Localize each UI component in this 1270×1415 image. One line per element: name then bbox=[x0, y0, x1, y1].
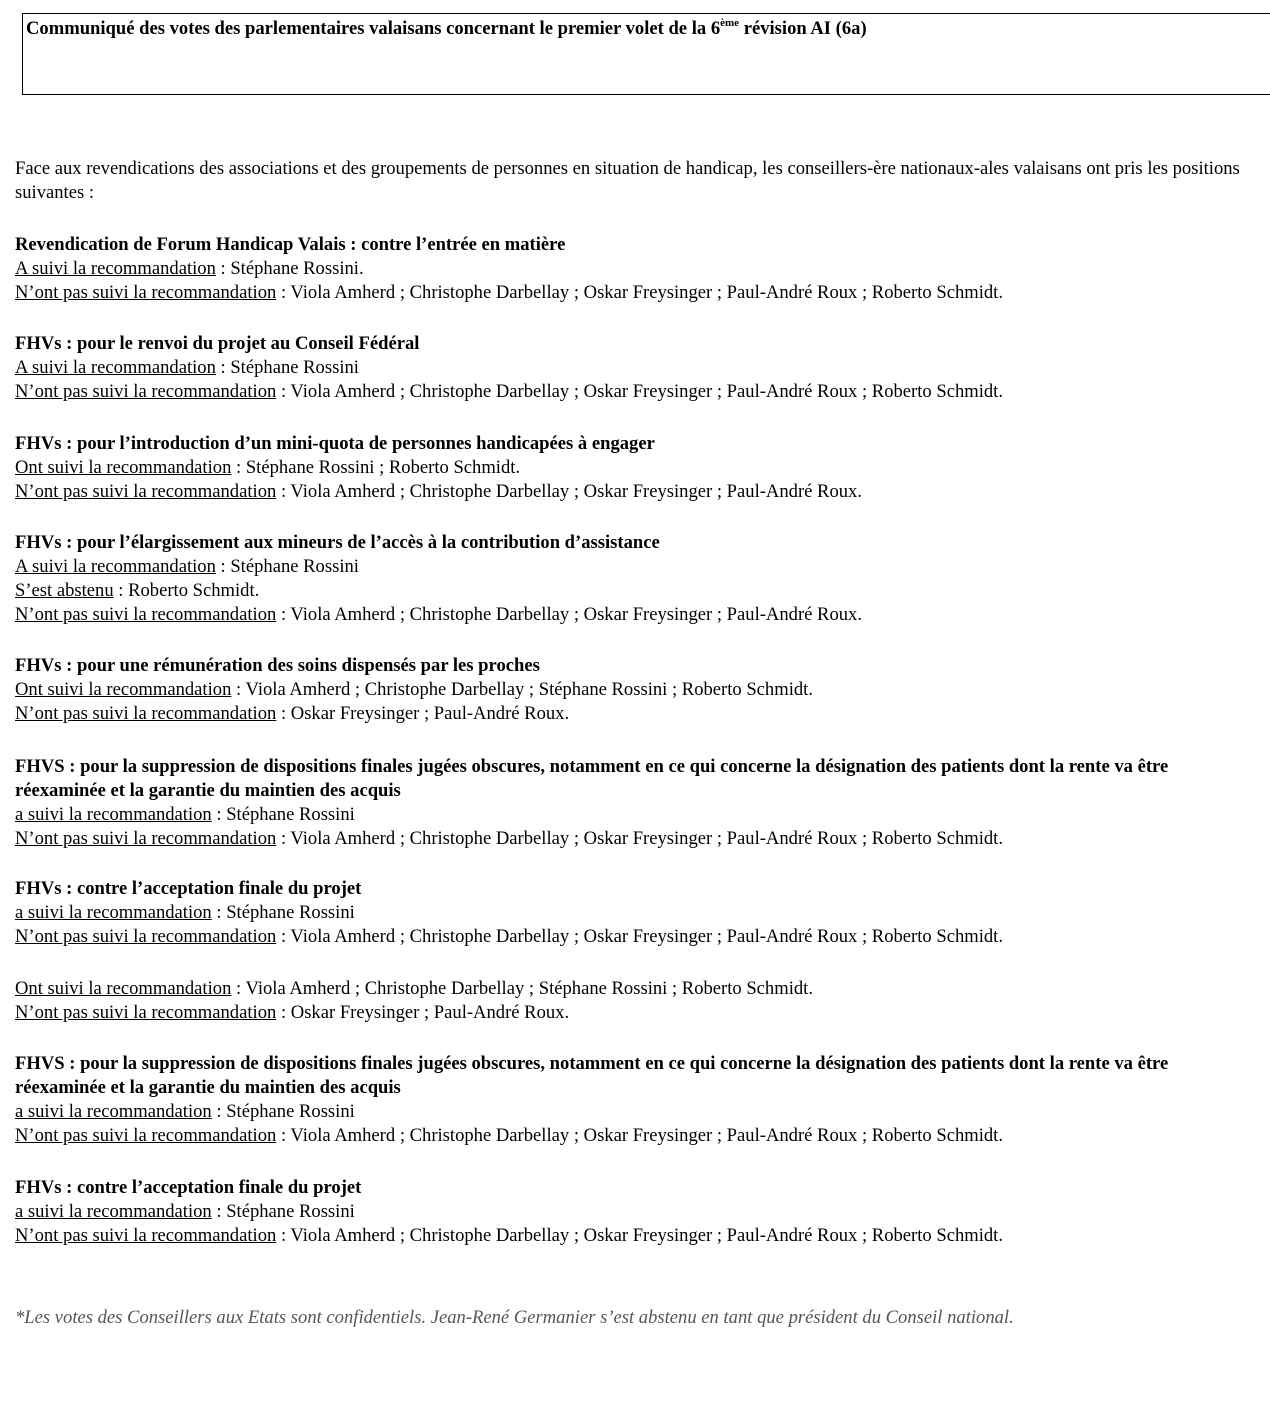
vote-lead: N’ont pas suivi la recommandation bbox=[15, 381, 277, 402]
document-title bbox=[26, 18, 867, 39]
vote-lead: Ont suivi la recommandation bbox=[15, 457, 232, 478]
vote-line bbox=[15, 977, 1260, 1001]
document-title-box bbox=[22, 13, 1270, 95]
vote-line bbox=[15, 603, 1260, 627]
vote-lead: a suivi la recommandation bbox=[15, 1101, 212, 1122]
vote-names: : Viola Amherd ; Christophe Darbellay ; Oskar Freysinger ; Paul-André Roux ; Roberto Schmidt. bbox=[276, 282, 1003, 303]
vote-line bbox=[15, 678, 1260, 702]
vote-line bbox=[15, 456, 1260, 480]
vote-lead: N’ont pas suivi la recommandation bbox=[15, 828, 277, 849]
intro-paragraph: Face aux revendications des associations et des groupements de personnes en situation de handicap, les conseillers-ère nationaux-ales valaisans ont pris les positions suivantes : bbox=[15, 158, 1240, 203]
vote-line bbox=[15, 257, 1260, 281]
vote-names: : Stéphane Rossini bbox=[211, 902, 355, 923]
vote-line bbox=[15, 1124, 1260, 1148]
vote-section bbox=[15, 1052, 1260, 1148]
vote-names: : Stéphane Rossini bbox=[211, 1201, 355, 1222]
vote-section bbox=[15, 654, 1260, 726]
vote-names: : Stéphane Rossini ; Roberto Schmidt. bbox=[231, 457, 521, 478]
section-heading: FHVS : pour la suppression de dispositions finales jugées obscures, notamment en ce qui concerne la désignation des patients dont la rente va être réexaminée et la garantie du maintien des acquis bbox=[15, 756, 1169, 801]
vote-names: : Stéphane Rossini. bbox=[215, 258, 364, 279]
vote-line bbox=[15, 480, 1260, 504]
vote-names: : Viola Amherd ; Christophe Darbellay ; Stéphane Rossini ; Roberto Schmidt. bbox=[231, 679, 813, 700]
vote-lead: N’ont pas suivi la recommandation bbox=[15, 282, 277, 303]
vote-names: : Stéphane Rossini bbox=[211, 1101, 355, 1122]
vote-names: : Oskar Freysinger ; Paul-André Roux. bbox=[276, 1002, 570, 1023]
vote-lead: A suivi la recommandation bbox=[15, 357, 216, 378]
vote-line bbox=[15, 1200, 1260, 1224]
vote-line bbox=[15, 380, 1260, 404]
vote-lead: a suivi la recommandation bbox=[15, 804, 212, 825]
vote-lead: N’ont pas suivi la recommandation bbox=[15, 1125, 277, 1146]
vote-line bbox=[15, 702, 1260, 726]
vote-section bbox=[15, 233, 1260, 305]
vote-lead: N’ont pas suivi la recommandation bbox=[15, 481, 277, 502]
vote-line bbox=[15, 281, 1260, 305]
vote-section bbox=[15, 1176, 1260, 1248]
vote-line bbox=[15, 555, 1260, 579]
vote-names: : Roberto Schmidt. bbox=[113, 580, 260, 601]
title-text: Communiqué des votes des parlementaires valaisans concernant le premier volet de la 6 bbox=[26, 18, 721, 39]
vote-lead: N’ont pas suivi la recommandation bbox=[15, 926, 277, 947]
vote-line bbox=[15, 901, 1260, 925]
vote-names: : Viola Amherd ; Christophe Darbellay ; Oskar Freysinger ; Paul-André Roux ; Roberto Schmidt. bbox=[276, 1225, 1003, 1246]
vote-lead: a suivi la recommandation bbox=[15, 1201, 212, 1222]
vote-lead: Ont suivi la recommandation bbox=[15, 978, 232, 999]
vote-names: : Viola Amherd ; Christophe Darbellay ; Oskar Freysinger ; Paul-André Roux ; Roberto Schmidt. bbox=[276, 828, 1003, 849]
vote-line bbox=[15, 1001, 1260, 1025]
vote-lead: A suivi la recommandation bbox=[15, 556, 216, 577]
title-text-end: révision AI (6a) bbox=[739, 18, 867, 39]
section-heading: FHVs : contre l’acceptation finale du projet bbox=[15, 1177, 362, 1198]
footnote: *Les votes des Conseillers aux Etats sont confidentiels. Jean-René Germanier s’est abstenu en tant que président du Conseil national. bbox=[15, 1307, 1014, 1328]
vote-lead: Ont suivi la recommandation bbox=[15, 679, 232, 700]
vote-line bbox=[15, 1100, 1260, 1124]
vote-section bbox=[15, 755, 1260, 851]
vote-section bbox=[15, 432, 1260, 504]
section-heading: FHVS : pour la suppression de dispositions finales jugées obscures, notamment en ce qui concerne la désignation des patients dont la rente va être réexaminée et la garantie du maintien des acquis bbox=[15, 1053, 1169, 1098]
vote-names: : Viola Amherd ; Christophe Darbellay ; Oskar Freysinger ; Paul-André Roux ; Roberto Schmidt. bbox=[276, 381, 1003, 402]
vote-line bbox=[15, 803, 1260, 827]
vote-lead: N’ont pas suivi la recommandation bbox=[15, 703, 277, 724]
vote-names: : Viola Amherd ; Christophe Darbellay ; Oskar Freysinger ; Paul-André Roux ; Roberto Schmidt. bbox=[276, 1125, 1003, 1146]
vote-lead: S’est abstenu bbox=[15, 580, 114, 601]
vote-names: : Viola Amherd ; Christophe Darbellay ; Stéphane Rossini ; Roberto Schmidt. bbox=[231, 978, 813, 999]
vote-lead: N’ont pas suivi la recommandation bbox=[15, 1002, 277, 1023]
section-heading: FHVs : pour l’élargissement aux mineurs de l’accès à la contribution d’assistance bbox=[15, 532, 660, 553]
vote-names: : Stéphane Rossini bbox=[215, 556, 359, 577]
vote-lead: a suivi la recommandation bbox=[15, 902, 212, 923]
section-heading: FHVs : pour une rémunération des soins dispensés par les proches bbox=[15, 655, 540, 676]
vote-section bbox=[15, 332, 1260, 404]
section-heading: FHVs : pour le renvoi du projet au Conseil Fédéral bbox=[15, 333, 420, 354]
vote-names: : Oskar Freysinger ; Paul-André Roux. bbox=[276, 703, 570, 724]
vote-line bbox=[15, 827, 1260, 851]
section-heading: FHVs : contre l’acceptation finale du projet bbox=[15, 878, 362, 899]
vote-names: : Viola Amherd ; Christophe Darbellay ; Oskar Freysinger ; Paul-André Roux ; Roberto Schmidt. bbox=[276, 926, 1003, 947]
vote-lead: N’ont pas suivi la recommandation bbox=[15, 1225, 277, 1246]
title-superscript: ème bbox=[720, 16, 740, 29]
vote-line bbox=[15, 356, 1260, 380]
vote-line bbox=[15, 579, 1260, 603]
section-heading: Revendication de Forum Handicap Valais : contre l’entrée en matière bbox=[15, 234, 566, 255]
vote-lead: N’ont pas suivi la recommandation bbox=[15, 604, 277, 625]
vote-line bbox=[15, 1224, 1260, 1248]
vote-names: : Viola Amherd ; Christophe Darbellay ; Oskar Freysinger ; Paul-André Roux. bbox=[276, 604, 862, 625]
vote-section bbox=[15, 877, 1260, 949]
vote-section bbox=[15, 977, 1260, 1025]
vote-line bbox=[15, 925, 1260, 949]
section-heading: FHVs : pour l’introduction d’un mini-quota de personnes handicapées à engager bbox=[15, 433, 655, 454]
vote-lead: A suivi la recommandation bbox=[15, 258, 216, 279]
vote-names: : Viola Amherd ; Christophe Darbellay ; Oskar Freysinger ; Paul-André Roux. bbox=[276, 481, 862, 502]
vote-names: : Stéphane Rossini bbox=[215, 357, 359, 378]
vote-section bbox=[15, 531, 1260, 627]
vote-names: : Stéphane Rossini bbox=[211, 804, 355, 825]
